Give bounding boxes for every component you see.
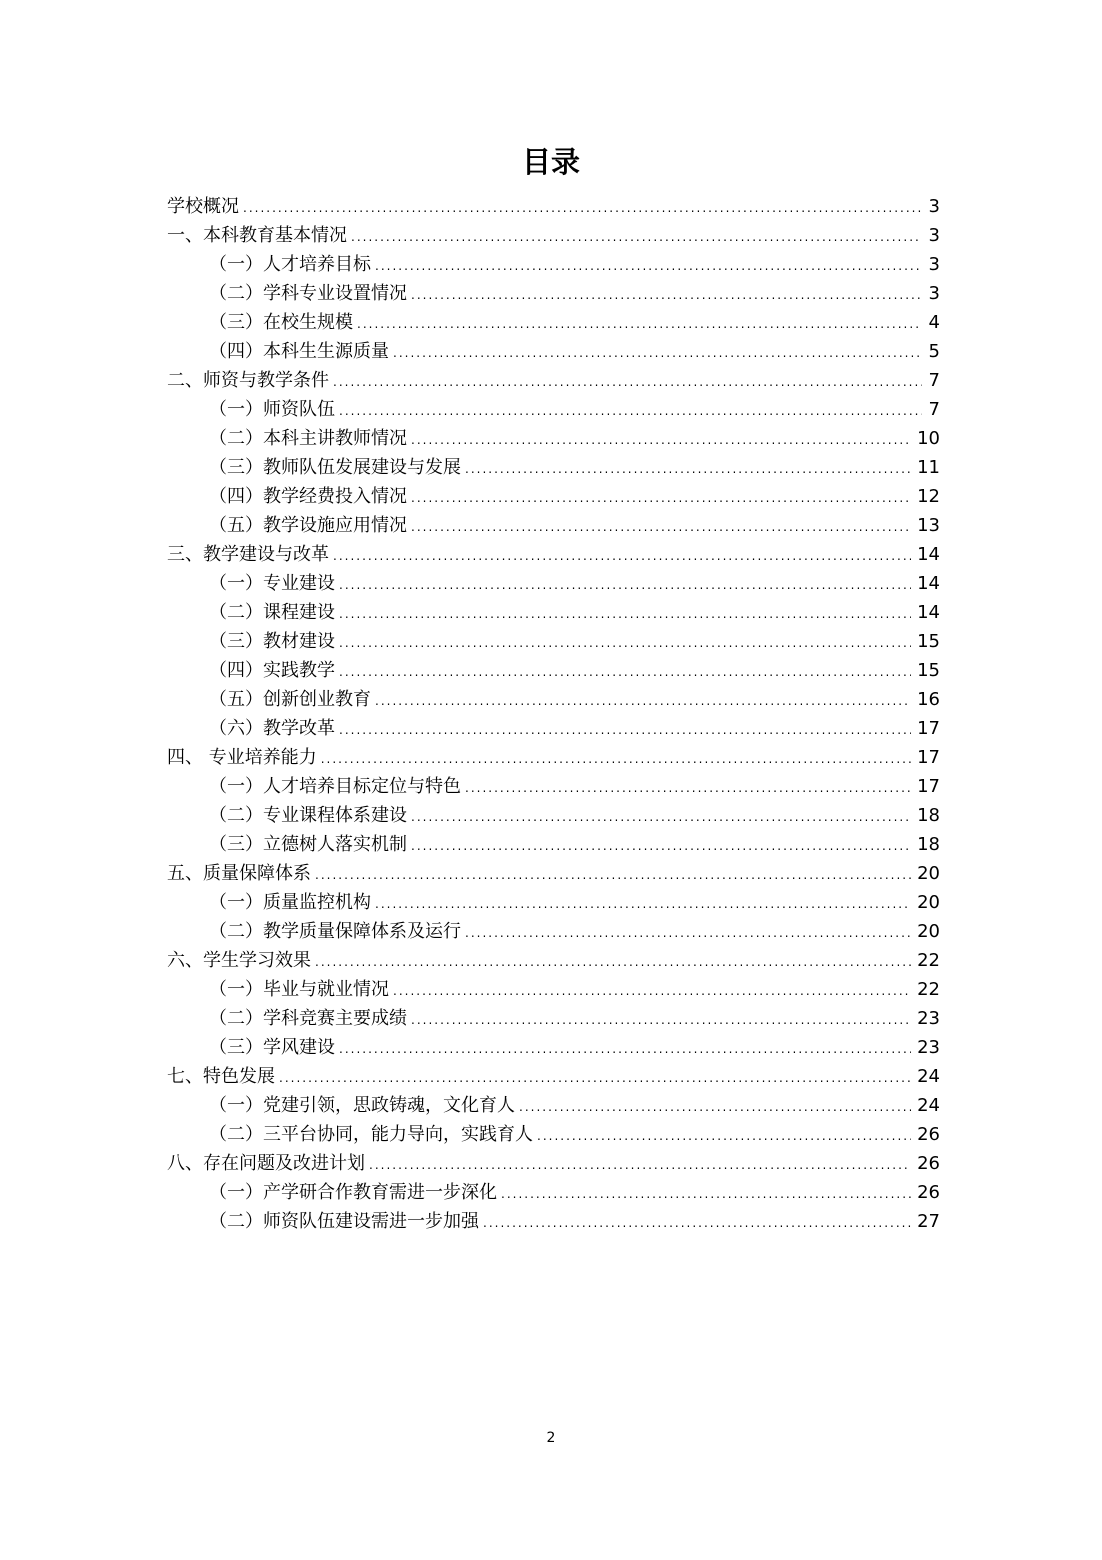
toc-dot-leader [339, 716, 911, 745]
toc-entry-label: （二）学科竞赛主要成绩 [209, 1008, 407, 1029]
toc-dot-leader [411, 281, 922, 310]
toc-entry-label: 八、存在问题及改进计划 [167, 1153, 365, 1174]
toc-dot-leader [465, 774, 911, 803]
table-of-contents [167, 192, 940, 1236]
toc-entry[interactable] [167, 279, 940, 308]
toc-entry-page: 18 [917, 834, 940, 855]
toc-dot-leader [501, 1180, 911, 1209]
toc-dot-leader [375, 252, 922, 281]
toc-dot-leader [339, 629, 911, 658]
toc-entry[interactable] [167, 859, 940, 888]
toc-dot-leader [465, 919, 911, 948]
toc-entry-label: （五）创新创业教育 [209, 689, 371, 710]
toc-dot-leader [411, 426, 911, 455]
toc-dot-leader [369, 1151, 911, 1180]
toc-entry-page: 27 [917, 1211, 940, 1232]
toc-entry-page: 24 [917, 1095, 940, 1116]
toc-entry[interactable] [167, 1091, 940, 1120]
toc-entry[interactable] [167, 1062, 940, 1091]
toc-entry[interactable] [167, 714, 940, 743]
toc-entry-label: （一）人才培养目标定位与特色 [209, 776, 461, 797]
toc-entry-label: （二）师资队伍建设需进一步加强 [209, 1211, 479, 1232]
toc-entry-page: 10 [917, 428, 940, 449]
toc-entry-page: 14 [917, 602, 940, 623]
toc-dot-leader [465, 455, 911, 484]
toc-entry-label: 学校概况 [167, 196, 239, 217]
toc-entry-page: 16 [917, 689, 940, 710]
toc-entry[interactable] [167, 192, 940, 221]
toc-dot-leader [339, 658, 911, 687]
toc-entry-page: 12 [917, 486, 940, 507]
toc-entry-page: 11 [917, 457, 940, 478]
toc-entry-page: 13 [917, 515, 940, 536]
toc-dot-leader [393, 977, 911, 1006]
toc-entry[interactable] [167, 221, 940, 250]
toc-entry-page: 7 [928, 370, 940, 391]
toc-dot-leader [333, 542, 911, 571]
toc-entry-label: （一）专业建设 [209, 573, 335, 594]
toc-entry-page: 3 [928, 254, 940, 275]
toc-entry-page: 20 [917, 892, 940, 913]
toc-dot-leader [375, 687, 911, 716]
toc-dot-leader [411, 513, 911, 542]
page-number: 2 [546, 1430, 556, 1446]
toc-entry-page: 24 [917, 1066, 940, 1087]
toc-entry-label: 四、 专业培养能力 [167, 747, 317, 768]
toc-entry-page: 7 [928, 399, 940, 420]
toc-entry-page: 23 [917, 1008, 940, 1029]
toc-entry-label: （一）产学研合作教育需进一步深化 [209, 1182, 497, 1203]
toc-entry[interactable] [167, 540, 940, 569]
toc-entry[interactable] [167, 453, 940, 482]
toc-entry[interactable] [167, 946, 940, 975]
toc-entry-label: （二）学科专业设置情况 [209, 283, 407, 304]
toc-entry-page: 22 [917, 950, 940, 971]
toc-entry-page: 20 [917, 921, 940, 942]
toc-entry-page: 14 [917, 544, 940, 565]
toc-entry-page: 22 [917, 979, 940, 1000]
toc-dot-leader [483, 1209, 911, 1238]
toc-entry[interactable] [167, 685, 940, 714]
toc-entry-label: （一）质量监控机构 [209, 892, 371, 913]
toc-entry-label: 二、师资与教学条件 [167, 370, 329, 391]
toc-entry[interactable] [167, 772, 940, 801]
toc-entry-label: （一）师资队伍 [209, 399, 335, 420]
toc-entry[interactable] [167, 1033, 940, 1062]
toc-entry[interactable] [167, 395, 940, 424]
toc-entry-label: 三、教学建设与改革 [167, 544, 329, 565]
toc-dot-leader [339, 1035, 911, 1064]
toc-entry-label: （三）立德树人落实机制 [209, 834, 407, 855]
toc-entry-page: 5 [928, 341, 940, 362]
toc-dot-leader [315, 861, 911, 890]
toc-dot-leader [411, 803, 911, 832]
toc-entry[interactable] [167, 975, 940, 1004]
toc-entry-page: 17 [917, 718, 940, 739]
toc-entry-label: 一、本科教育基本情况 [167, 225, 347, 246]
toc-entry-page: 17 [917, 747, 940, 768]
toc-entry[interactable] [167, 598, 940, 627]
toc-dot-leader [411, 1006, 911, 1035]
toc-entry-label: （三）教材建设 [209, 631, 335, 652]
toc-entry[interactable] [167, 627, 940, 656]
toc-entry[interactable] [167, 424, 940, 453]
toc-entry[interactable] [167, 308, 940, 337]
toc-dot-leader [339, 397, 922, 426]
toc-entry-label: （二）三平台协同，能力导向，实践育人 [209, 1124, 533, 1145]
toc-entry-label: （一）人才培养目标 [209, 254, 371, 275]
toc-dot-leader [537, 1122, 911, 1151]
toc-dot-leader [411, 484, 911, 513]
toc-dot-leader [333, 368, 922, 397]
toc-entry-label: （五）教学设施应用情况 [209, 515, 407, 536]
toc-entry-page: 26 [917, 1182, 940, 1203]
toc-entry[interactable] [167, 1178, 940, 1207]
toc-entry[interactable] [167, 482, 940, 511]
toc-entry-label: （四）本科生生源质量 [209, 341, 389, 362]
toc-entry-label: （二）本科主讲教师情况 [209, 428, 407, 449]
toc-entry-label: （二）课程建设 [209, 602, 335, 623]
toc-entry-page: 26 [917, 1124, 940, 1145]
toc-entry-page: 3 [928, 283, 940, 304]
toc-dot-leader [411, 832, 911, 861]
toc-entry-page: 18 [917, 805, 940, 826]
toc-dot-leader [393, 339, 922, 368]
toc-entry-label: （三）学风建设 [209, 1037, 335, 1058]
toc-entry-page: 20 [917, 863, 940, 884]
toc-entry-label: （二）专业课程体系建设 [209, 805, 407, 826]
toc-dot-leader [375, 890, 911, 919]
toc-entry[interactable] [167, 1149, 940, 1178]
toc-entry[interactable] [167, 830, 940, 859]
toc-dot-leader [279, 1064, 911, 1093]
toc-entry[interactable] [167, 511, 940, 540]
toc-entry-label: （一）党建引领，思政铸魂，文化育人 [209, 1095, 515, 1116]
toc-dot-leader [339, 571, 911, 600]
toc-entry-page: 23 [917, 1037, 940, 1058]
toc-entry[interactable] [167, 1004, 940, 1033]
toc-entry-page: 15 [917, 660, 940, 681]
toc-entry[interactable] [167, 569, 940, 598]
page-title: 目录 [521, 145, 580, 179]
toc-entry[interactable] [167, 366, 940, 395]
toc-dot-leader [357, 310, 922, 339]
toc-dot-leader [351, 223, 922, 252]
toc-dot-leader [243, 194, 922, 223]
toc-entry-page: 17 [917, 776, 940, 797]
toc-entry[interactable] [167, 656, 940, 685]
toc-entry-page: 4 [928, 312, 940, 333]
toc-entry[interactable] [167, 888, 940, 917]
toc-entry[interactable] [167, 1120, 940, 1149]
toc-entry-label: （四）实践教学 [209, 660, 335, 681]
toc-entry-page: 14 [917, 573, 940, 594]
toc-entry-label: （三）教师队伍发展建设与发展 [209, 457, 461, 478]
toc-entry-page: 3 [928, 225, 940, 246]
toc-entry-label: 七、特色发展 [167, 1066, 275, 1087]
toc-entry[interactable] [167, 1207, 940, 1236]
toc-entry[interactable] [167, 743, 940, 772]
toc-dot-leader [315, 948, 911, 977]
toc-entry[interactable] [167, 917, 940, 946]
toc-entry-label: （一）毕业与就业情况 [209, 979, 389, 1000]
toc-entry-label: （三）在校生规模 [209, 312, 353, 333]
toc-entry-label: （四）教学经费投入情况 [209, 486, 407, 507]
toc-entry-label: 六、学生学习效果 [167, 950, 311, 971]
toc-entry-page: 26 [917, 1153, 940, 1174]
toc-entry-page: 3 [928, 196, 940, 217]
toc-entry-page: 15 [917, 631, 940, 652]
toc-dot-leader [339, 600, 911, 629]
toc-entry[interactable] [167, 250, 940, 279]
toc-entry[interactable] [167, 801, 940, 830]
toc-dot-leader [321, 745, 911, 774]
toc-entry[interactable] [167, 337, 940, 366]
toc-entry-label: 五、质量保障体系 [167, 863, 311, 884]
toc-entry-label: （二）教学质量保障体系及运行 [209, 921, 461, 942]
toc-entry-label: （六）教学改革 [209, 718, 335, 739]
toc-dot-leader [519, 1093, 911, 1122]
